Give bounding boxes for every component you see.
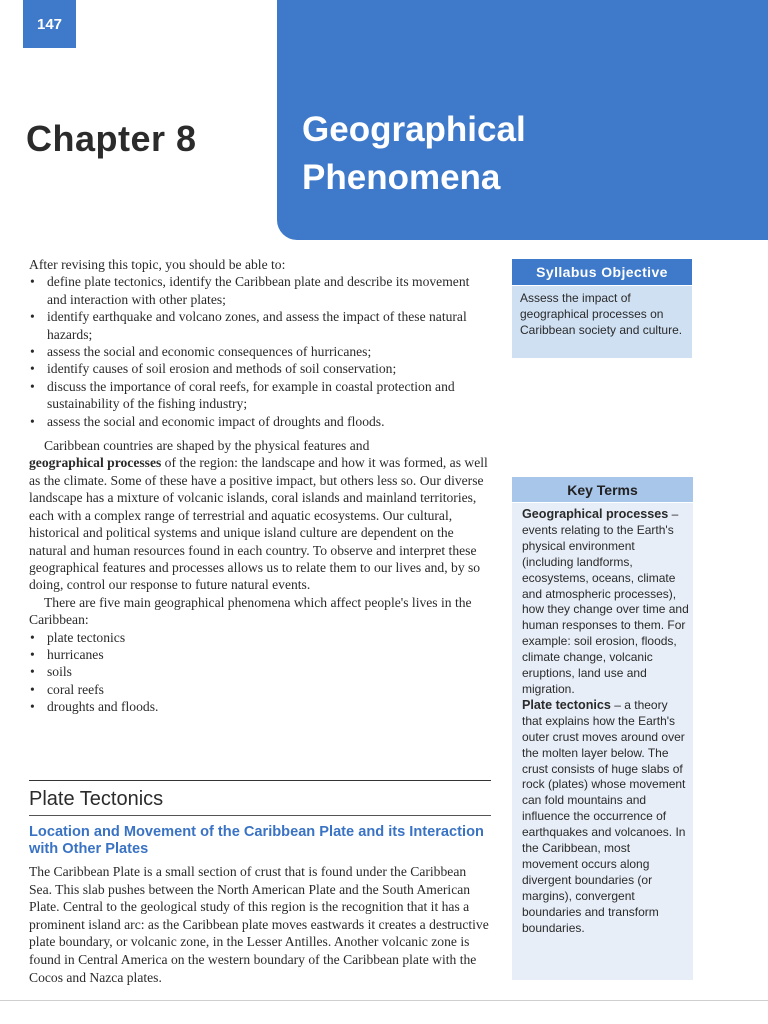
title-line-1: Geographical	[302, 110, 526, 149]
key-term-entry	[522, 507, 689, 698]
phenomenon-item: • plate tectonics	[47, 629, 491, 646]
title-line-2: Phenomena	[302, 158, 501, 197]
objective-item: • identify earthquake and volcano zones, and assess the impact of these natural hazards;	[47, 308, 491, 343]
main-column	[29, 256, 491, 716]
phenomena-list	[29, 629, 491, 716]
section-divider-top	[29, 780, 491, 781]
key-term-definition: – events relating to the Earth's physical environment (including landforms, ecosystems, oceans, climate and atmospheric processes), how they change over time and human responses to them. For example: soil erosion, floods, climate change, volcanic eruptions, land use and migration.	[522, 507, 689, 696]
objective-item: • discuss the importance of coral reefs, for example in coastal protection and sustainability of the fishing industry;	[47, 378, 491, 413]
key-term-name: Plate tectonics	[522, 697, 611, 712]
key-term-definition: – a theory that explains how the Earth's outer crust moves around over the molten layer below. The crust consists of huge slabs of rock (plates) whose movement can fold mountains and influence the occurrence of earthquakes and volcanoes. In the Caribbean, most movement occurs along divergent boundaries (or margins), convergent boundaries and transform boundaries.	[522, 697, 686, 935]
objectives-list	[29, 273, 491, 430]
title-banner	[277, 0, 768, 240]
key-term-highlight: geographical processes	[29, 455, 162, 471]
objective-item: • define plate tectonics, identify the Caribbean plate and describe its movement and interaction with other plates;	[47, 273, 491, 308]
key-term-name: Geographical processes	[522, 507, 669, 521]
page-number: 147	[23, 0, 76, 48]
section-subheading: Location and Movement of the Caribbean Plate and its Interaction with Other Plates	[29, 824, 484, 857]
phenomenon-item: • soils	[47, 663, 491, 680]
key-terms-box	[512, 503, 693, 980]
section-heading: Plate Tectonics	[29, 788, 164, 810]
paragraph-1-rest: of the region: the landscape and how it was formed, as well as the climate. Some of these have a positive impact, but others less so. Our diverse landscape has a mixture of volcanic islands, coral islands and mainland territories, each with a complex range of terrestrial and aquatic ecosystems. Our cultural, historical and political systems and unique island culture are dependent on the natural and human resources found in each country. To observe and interpret these geographical features and processes allows us to relate them to our lives and, by so doing, control our response to future natural events.	[29, 455, 488, 593]
intro-text: After revising this topic, you should be able to:	[29, 257, 286, 272]
phenomenon-item: • coral reefs	[47, 681, 491, 698]
objective-item: • assess the social and economic consequences of hurricanes;	[47, 343, 491, 360]
syllabus-objective-heading: Syllabus Objective	[512, 259, 692, 285]
phenomenon-item: • hurricanes	[47, 646, 491, 663]
section-divider-bottom	[29, 815, 491, 816]
footer-rule	[0, 1000, 768, 1001]
paragraph-1	[29, 437, 491, 594]
phenomenon-item: • droughts and floods.	[47, 698, 491, 715]
key-terms-heading: Key Terms	[512, 477, 693, 502]
chapter-label: Chapter 8	[26, 118, 197, 159]
syllabus-objective-text: Assess the impact of geographical processes on Caribbean society and culture.	[512, 286, 692, 358]
objective-item: • identify causes of soil erosion and methods of soil conservation;	[47, 360, 491, 377]
paragraph-1-start: Caribbean countries are shaped by the physical features and	[44, 438, 370, 454]
section-body: The Caribbean Plate is a small section of crust that is found under the Caribbean Sea. This slab pushes between the North American Plate and the South American Plate. Central to the geological study of this region is the recognition that it has a prominent island arc: as the Caribbean plate moves eastwards it creates a destructive plate boundary, or volcanic zone, in the Lesser Antilles. Another volcanic zone is found in Central America on the western boundary of the Caribbean plate with the Cocos and Nazca plates.	[29, 864, 489, 985]
paragraph-2: There are five main geographical phenomena which affect people's lives in the Caribbean:	[29, 594, 472, 628]
objective-item: • assess the social and economic impact of droughts and floods.	[47, 413, 491, 430]
key-term-entry	[522, 698, 689, 937]
chapter-title	[302, 106, 526, 202]
